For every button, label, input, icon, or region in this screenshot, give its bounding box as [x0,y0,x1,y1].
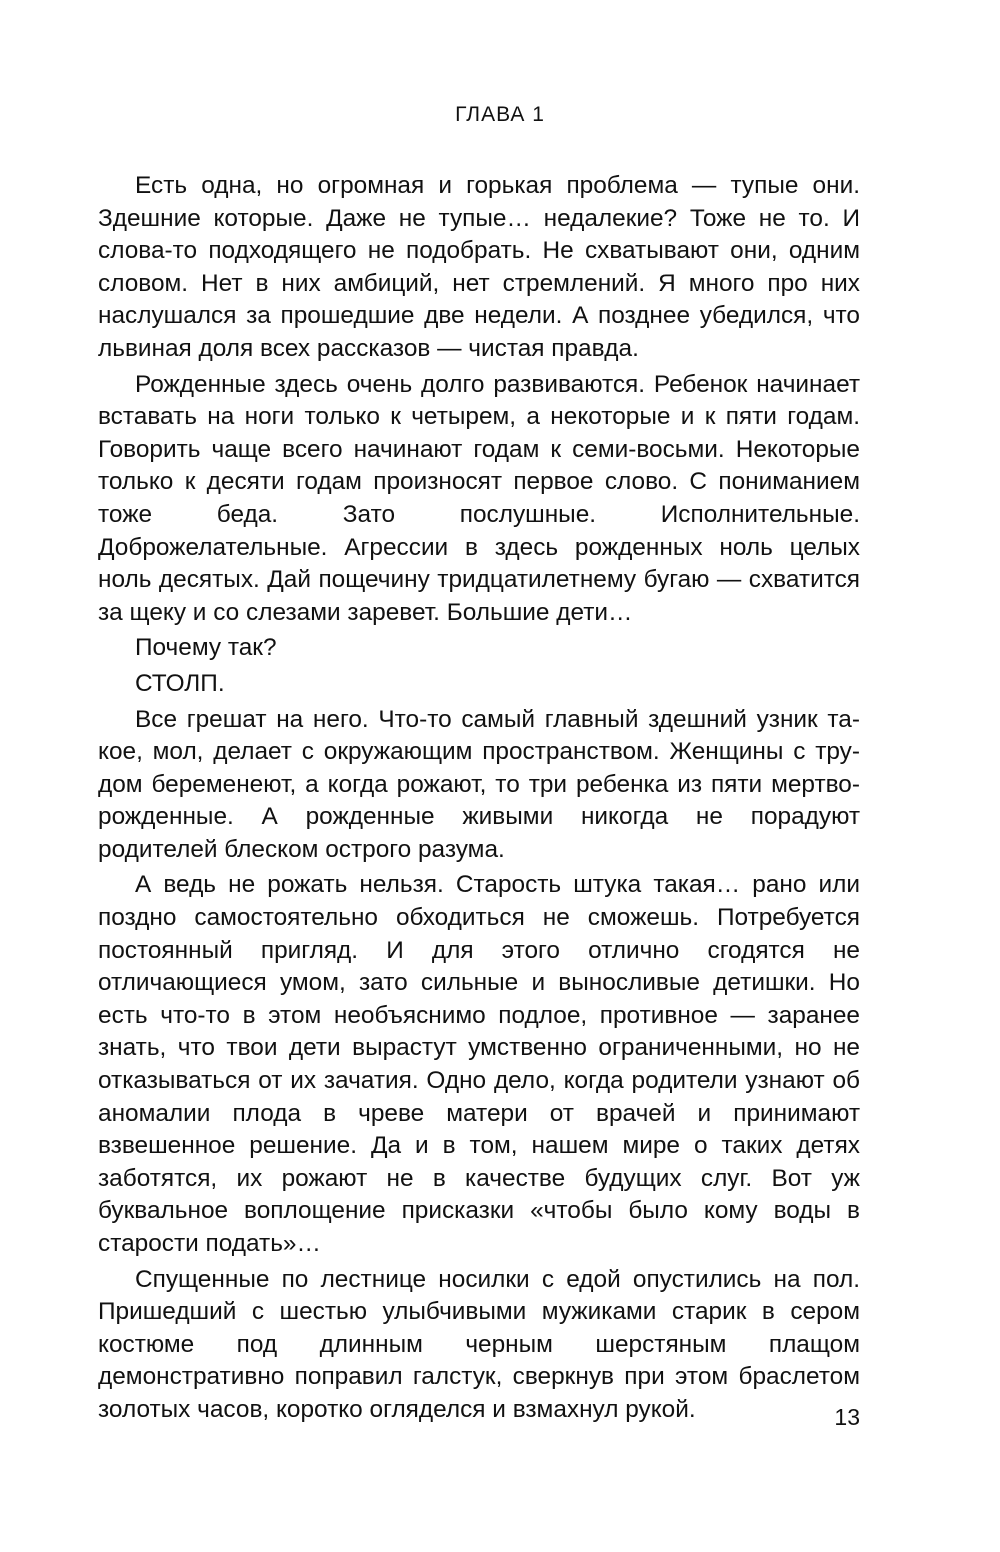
body-text [98,170,860,1427]
paragraph: А ведь не рожать нельзя. Старость штука такая… рано или поздно самостоятельно обходиться не сможешь. Потребуется постоянный пригляд. И для этого отлично сгодятся не отличающиеся умом, зато сильные и выносливые детишки. Но есть что-то в этом необъяснимо подлое, противное — заранее знать, что твои дети вырастут умственно ограниченными, но не отказываться от их зачатия. Одно дело, когда родители узнают об аномалии плода в чреве матери от врачей и принимают взвешенное решение. Да и в том, нашем мире о таких детях заботятся, их рожают не в качестве будущих слуг. Вот уж буквальное воплощение присказки «чтобы было кому воды в старости подать»… [98,871,860,1257]
page-number: 13 [834,1404,860,1430]
chapter-title: ГЛАВА 1 [455,103,545,126]
paragraph: СТОЛП. [135,669,225,697]
paragraph: Рожденные здесь очень долго развиваются. Ребенок начинает вставать на ноги только к четырем, а некоторые и к пяти годам. Говорить чаще всего начинают годам к семи-восьми. Некоторые только к десяти годам произносят первое слово. С пониманием тоже беда. Зато послушные. Исполнительные. Доброжелательные. Агрессии в здесь рожденных ноль целых ноль десятых. Дай пощечину тридцатилетнему бугаю — схватится за щеку и со слезами заревет. Большие дети… [98,370,860,626]
paragraph: Все грешат на него. Что-то самый главный здешний узник такое, мол, делает с окружающим пространством. Женщины с трудом беременеют, а когда рожают, то три ребенка из пяти мертворожденные. А рожденные живыми никогда не порадуют родителей блеском острого разума. [98,705,860,863]
paragraph: Почему так? [135,634,277,662]
paragraph: Есть одна, но огромная и горькая проблема — тупые они. Здешние которые. Даже не тупые… недалекие? Тоже не то. И слова-то подходящего не подобрать. Не схватывают они, одним словом. Нет в них амбиций, нет стремлений. Я много про них наслушался за прошедшие две недели. А позднее убедился, что львиная доля всех рассказов — чистая правда. [98,172,860,362]
paragraph: Спущенные по лестнице носилки с едой опустились на пол. Пришедший с шестью улыбчивыми мужиками старик в сером костюме под длинным черным шерстяным плащом демонстративно поправил галстук, сверкнув при этом браслетом золотых часов, коротко огляделся и взмахнул рукой. [98,1265,860,1423]
